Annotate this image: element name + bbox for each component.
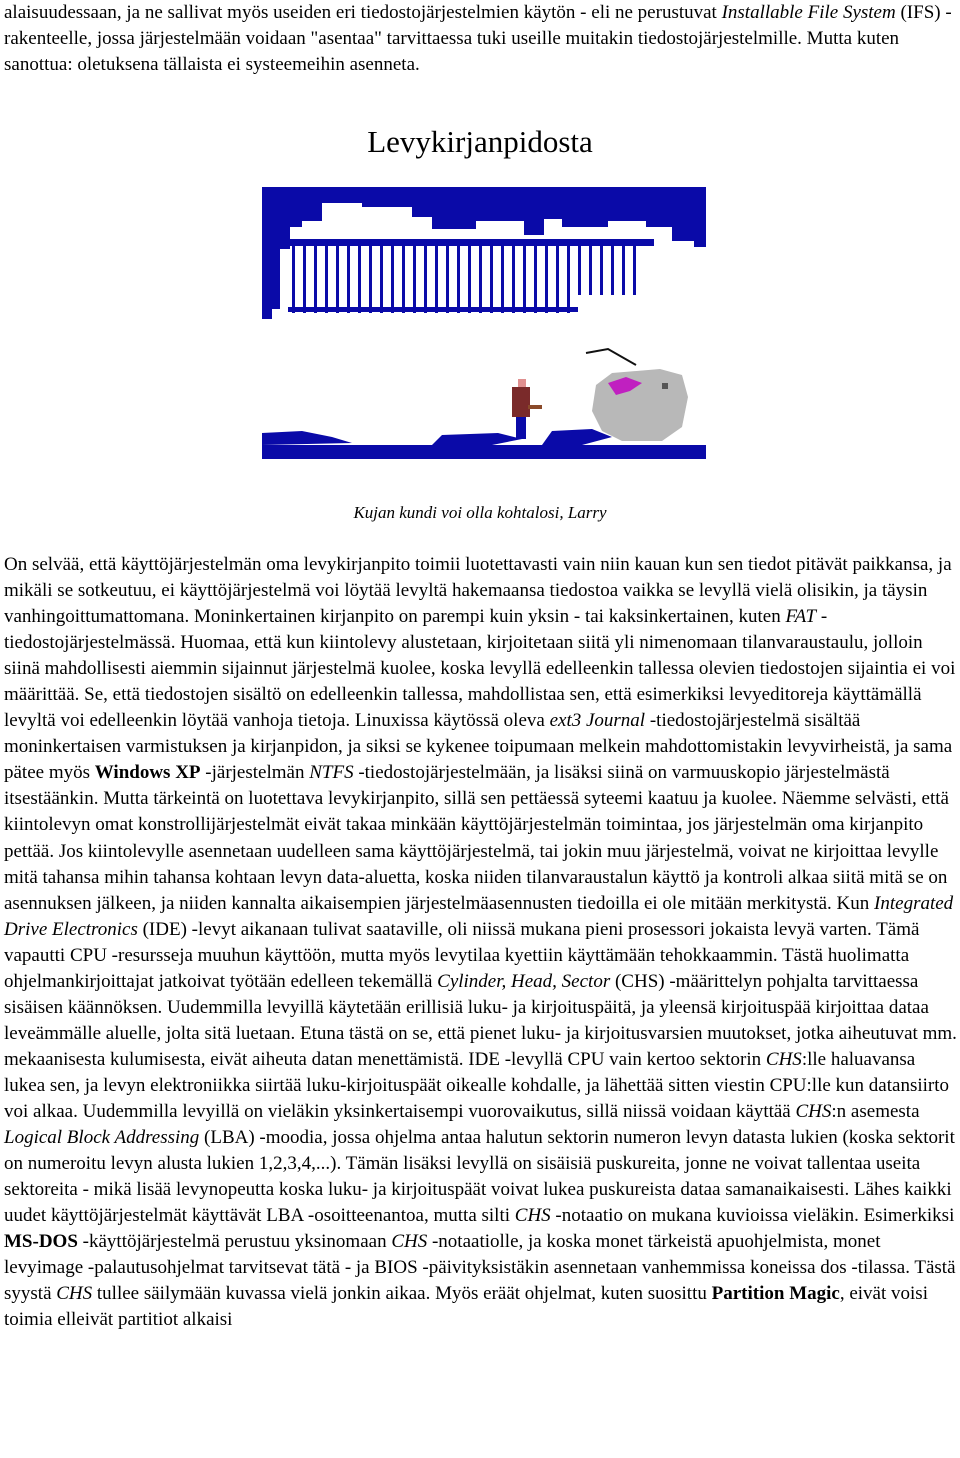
fence-post bbox=[413, 243, 416, 313]
fence-post bbox=[292, 243, 295, 313]
ms-dos-term: MS-DOS bbox=[4, 1231, 78, 1253]
fence-post bbox=[479, 243, 482, 313]
body-text: -tiedostojärjestelmässä. Huomaa, että kun kiintolevy alustetaan, kirjoitetaan siitä yli nimenomaan tilanvaraustaulu, jolloin siinä mahdollisesti aiemmin sijainnut järjestelmä kuolee, koska levyllä edelleenkin tallessa olevien tiedostojen sijaintia ei voi määrittää. Se, että tiedostojen sisältö on edelleenkin tallessa, mahdollistaa sen, että esimerkiksi levyeditoreja käyttämällä levyltä voi edelleenkin löytää vanhoja tietoja. Linuxissa käytössä oleva bbox=[4, 606, 956, 732]
fence-post bbox=[424, 243, 427, 313]
fence-post bbox=[600, 243, 603, 295]
ground-patch bbox=[262, 431, 352, 445]
intro-paragraph bbox=[4, 0, 956, 78]
chs-term: CHS bbox=[765, 1048, 802, 1070]
body-text: -tiedostojärjestelmä sisältää moninkertaisen varmistuksen ja kirjanpidon, ja siksi se kykenee toipumaan melkein mahdottomistakin levyvirheistä, ja sama pätee myös bbox=[4, 710, 953, 784]
fence-post bbox=[589, 243, 592, 295]
larry-game-illustration bbox=[262, 187, 706, 459]
ground-patch bbox=[542, 429, 612, 445]
lba-term: Logical Block Addressing bbox=[4, 1127, 200, 1149]
body-text: -notaatio on mukana kuvioissa vieläkin. Esimerkiksi bbox=[550, 1205, 955, 1227]
figure-caption: Kujan kundi voi olla kohtalosi, Larry bbox=[353, 503, 607, 522]
partition-magic-term: Partition Magic bbox=[711, 1283, 840, 1305]
character-body bbox=[512, 387, 530, 417]
ground-patch bbox=[432, 433, 522, 445]
fence-post bbox=[435, 243, 438, 313]
sky-shape bbox=[262, 187, 706, 319]
wire-line bbox=[586, 349, 636, 365]
body-text: -tiedostojärjestelmään, ja lisäksi siinä on varmuuskopio järjestelmästä itsestäänkin. Mutta tärkeintä on luotettava levykirjanpito, sillä sen pettäessä syteemi kaatuu ja kuolee. Näemme selvästi, että kiintolevyn omat konstrollijärjestelmät eivät takaa minkään käyttöjärjestelmän toimintaa, jos järjestelmän oma kirjanpito pettää. Jos kiintolevylle asennetaan uudelleen sama käyttöjärjestelmä, tai jokin muu järjestelmä, voivat ne kirjoittaa levylle mitä tahansa mihin tahansa kohtaan levyn data-aluetta, koska niiden tilanvaraustalun käyttö ja kontroli alkaa siitä mitä se on asennuksen jälkeen, ja niiden kannalta aikaisempien järjestelmäasennusten tiedoilla ei ole mitään merkitystä. Kun bbox=[4, 762, 949, 914]
body-text: tullee säilymään kuvassa vielä jonkin aikaa. Myös eräät ohjelmat, kuten suosittu bbox=[92, 1283, 712, 1305]
fence-post bbox=[512, 243, 515, 313]
fence-post bbox=[567, 243, 570, 313]
body-text: , eivät voisi toimia elleivät partitiot alkaisi bbox=[4, 1283, 928, 1331]
fence-post bbox=[578, 243, 581, 295]
section-title: Levykirjanpidosta bbox=[367, 124, 593, 159]
body-text: -järjestelmän bbox=[200, 762, 310, 784]
fence-post bbox=[325, 243, 328, 313]
fence-post bbox=[468, 243, 471, 313]
ntfs-term: NTFS bbox=[309, 762, 354, 784]
fence-post bbox=[523, 243, 526, 313]
body-text: On selvää, että käyttöjärjestelmän oma levykirjanpito toimii luotettavasti vain niin kauan kun sen tiedot pitävät paikkansa, ja mikäli se sotkeutuu, ei käyttöjärjestelmä voi löytää levyltä hakemaansa tiedostoa vaikka se levyllä vielä olisikin, ja täysin vanhingoittumattomana. Moninkertainen kirjanpito on parempi kuin yksin - tai kaksinkertainen, kuten bbox=[4, 554, 952, 628]
fat-term: FAT bbox=[785, 606, 817, 628]
fence-post bbox=[534, 243, 537, 313]
body-text: -notaatiolle, ja koska monet tärkeistä apuohjelmista, monet levyimage -palautusohjelmat tarvitsevat tätä - ja BIOS -päivityksistäkin asennetaan vanhemmissa koneissa dos -tilassa. Tästä syystä bbox=[4, 1231, 956, 1305]
fence-post bbox=[622, 243, 625, 295]
fence-post bbox=[457, 243, 460, 313]
ground-shape bbox=[262, 445, 706, 459]
fence-post bbox=[402, 243, 405, 313]
chs-term: CHS bbox=[795, 1100, 832, 1122]
fence-post bbox=[336, 243, 339, 313]
fence-post bbox=[446, 243, 449, 313]
fence-post bbox=[490, 243, 493, 313]
body-text: :n asemesta bbox=[831, 1100, 920, 1122]
fence-post bbox=[611, 243, 614, 295]
body-text: (LBA) -moodia, jossa ohjelma antaa halutun sektorin numeron levyn datasta lukien (koska sektorit on numeroitu levyn alusta lukien 1,2,3,4,...). Tämän lisäksi levyllä on sisäisiä puskureita, jonne ne voivat tallentaa useita sektoreita - mikä lisää levynopeutta koska luku- ja kirjoituspäät voivat lukea puskureista dataa samanaikaisesti. Lähes kaikki uudet käyttöjärjestelmät käyttävät LBA -osoitteenantoa, mutta silti bbox=[4, 1127, 955, 1227]
body-text: -käyttöjärjestelmä perustuu yksinomaan bbox=[77, 1231, 392, 1253]
chs-term: CHS bbox=[391, 1231, 428, 1253]
fence-post bbox=[303, 243, 306, 313]
ext3-term: ext3 Journal bbox=[549, 710, 646, 732]
fence-post bbox=[391, 243, 394, 313]
chs-term: CHS bbox=[56, 1283, 93, 1305]
intro-text: (IFS) -rakenteelle, jossa järjestelmään voidaan "asentaa" tarvittaessa tuki useille muitakin tiedostojärjestelmille. Mutta kuten sanottua: oletuksena tällaista ei systeemeihin asenneta. bbox=[4, 2, 952, 75]
dumpster-object bbox=[592, 369, 688, 441]
fence-post bbox=[314, 243, 317, 313]
body-text: (CHS) -määrittelyn pohjalta tarvittaessa sisäisen käännöksen. Uudemmilla levyillä käytetään erillisiä luku- ja kirjoituspäitä, ja yleensä kirjoituspää kirjoittaa dataa leveämmälle aluelle, jolta sitä luetaan. Etuna tästä on se, että pienet luku- ja kirjoitusvarsien muutokset, jotka aiheutuvat mm. mekaanisesta kulumisesta, eivät aiheuta datan menettämistä. IDE -levyllä CPU vain kertoo sektorin bbox=[4, 970, 957, 1070]
fence-post bbox=[556, 243, 559, 313]
fence-post bbox=[369, 243, 372, 313]
character-arm bbox=[528, 405, 542, 409]
ifs-term: Installable File System bbox=[721, 2, 896, 23]
windows-xp-term: Windows XP bbox=[94, 762, 201, 784]
chs-term: CHS bbox=[514, 1205, 551, 1227]
body-text: :lle haluavansa lukea sen, ja levyn elektroniikka siirtää luku-kirjoituspäät oikealle kohdalle, ja lähettää sitten viestin CPU:lle kun datansiirto voi alkaa. Uudemmilla levyillä on vieläkin yksinkertaisempi vuorovaikutus, sillä niissä voidaan käyttää bbox=[4, 1048, 949, 1122]
fence-posts bbox=[292, 243, 636, 313]
fence-post bbox=[545, 243, 548, 313]
fence-post bbox=[633, 243, 636, 295]
fence-post bbox=[358, 243, 361, 313]
fence-post bbox=[347, 243, 350, 313]
larry-character bbox=[512, 379, 542, 439]
fence-post bbox=[501, 243, 504, 313]
intro-text: alaisuudessaan, ja ne sallivat myös useiden eri tiedostojärjestelmien käytön - eli ne perustuvat bbox=[4, 2, 722, 23]
ide-term: Integrated Drive Electronics bbox=[4, 892, 954, 940]
illustration-svg bbox=[262, 187, 706, 459]
fence-post bbox=[380, 243, 383, 313]
character-legs bbox=[516, 417, 526, 439]
body-paragraph bbox=[4, 552, 958, 1333]
chs-full-term: Cylinder, Head, Sector bbox=[437, 970, 611, 992]
body-text: (IDE) -levyt aikanaan tulivat saataville, oli niissä mukana pieni prosessori jokaista levyä varten. Tämä vapautti CPU -resursseja muuhun käyttöön, mutta myös levytilaa kyettiin käyttämään tehokkaammin. Tästä huolimatta ohjelmankirjoittajat jatkoivat työtään edelleen tekemällä bbox=[4, 918, 920, 992]
